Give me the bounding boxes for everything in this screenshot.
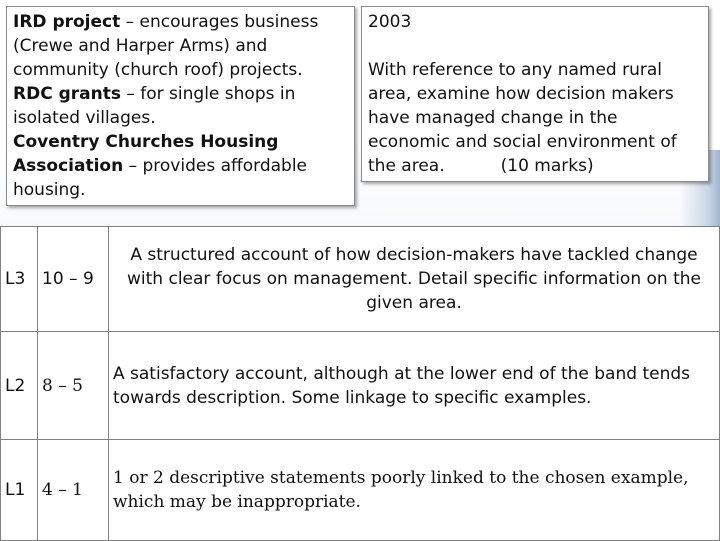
band-level: L2 bbox=[1, 332, 38, 440]
question-body: With reference to any named rural area, examine how decision makers have managed change in the economic and social environment of the area. bbox=[368, 60, 677, 176]
band-description: A structured account of how decision-makers have tackled change with clear focus on management. Detail specific information on the given area. bbox=[109, 227, 720, 332]
notes-item-title: Coventry Churches Housing Association bbox=[13, 132, 279, 176]
table-row bbox=[1, 332, 720, 440]
notes-item-text: – provides affordable housing. bbox=[13, 156, 307, 200]
band-description: 1 or 2 descriptive statements poorly linked to the chosen example, which may be inappropriate. bbox=[109, 440, 720, 541]
notes-item-title: IRD project bbox=[13, 12, 121, 32]
question-box bbox=[361, 6, 709, 182]
notes-item bbox=[13, 82, 348, 130]
spacer bbox=[368, 34, 702, 58]
band-range: 10 – 9 bbox=[38, 227, 109, 332]
notes-item-text: – encourages business (Crewe and Harper Arms) and community (church roof) projects. bbox=[13, 12, 319, 80]
band-description: A satisfactory account, although at the lower end of the band tends towards description. Some linkage to specific examples. bbox=[109, 332, 720, 440]
notes-item-text: – for single shops in isolated villages. bbox=[13, 84, 296, 128]
notes-item bbox=[13, 130, 348, 202]
notes-item-title: RDC grants bbox=[13, 84, 121, 104]
band-level: L1 bbox=[1, 440, 38, 541]
answer-notes-box bbox=[6, 6, 355, 206]
exam-year: 2003 bbox=[368, 12, 412, 32]
band-level: L3 bbox=[1, 227, 38, 332]
table-row bbox=[1, 227, 720, 332]
notes-item bbox=[13, 10, 348, 82]
question-text bbox=[368, 58, 702, 178]
mark-scheme-table bbox=[0, 226, 720, 541]
question-marks: (10 marks) bbox=[500, 156, 594, 176]
table-row bbox=[1, 440, 720, 541]
band-range: 8 – 5 bbox=[38, 332, 109, 440]
band-range: 4 – 1 bbox=[38, 440, 109, 541]
